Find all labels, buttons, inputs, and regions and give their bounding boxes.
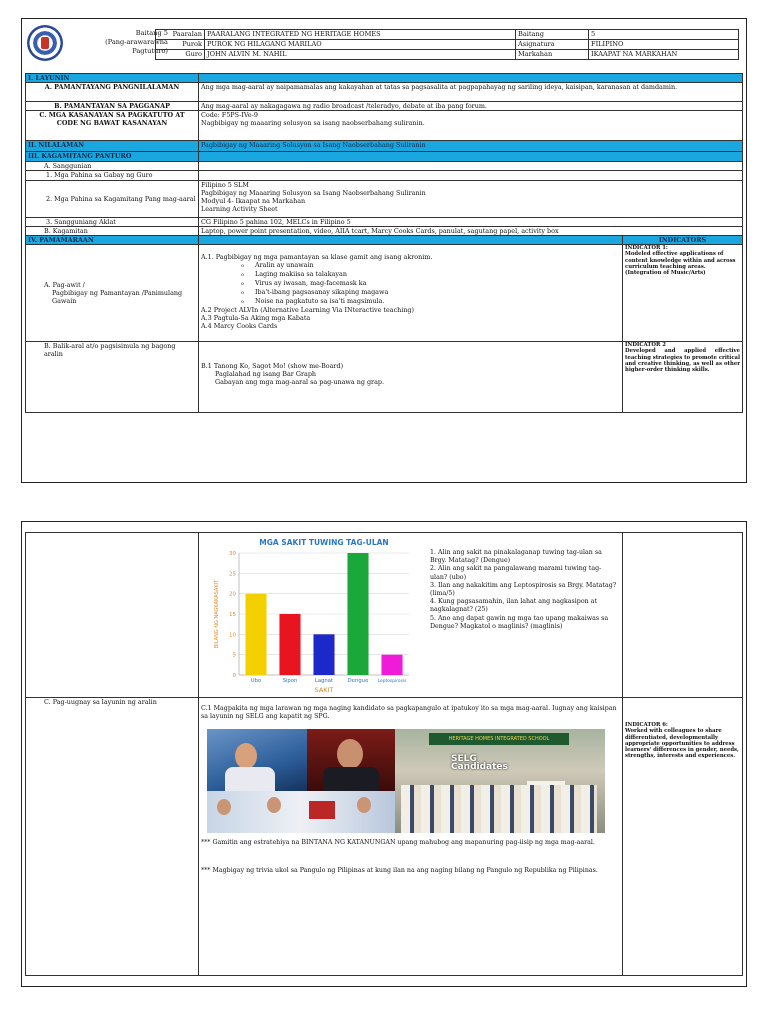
candidate-photo-collage: [207, 729, 605, 833]
strategy-note: *** Gamitin ang estratehiya na BINTANA NG KATANUNGAN upang mahubog ang mapanuring pag-iisip ng mga mag-aaral.: [201, 839, 595, 846]
x-tick-label: Dengue: [347, 678, 369, 684]
header-value: FILIPINO: [589, 40, 739, 50]
competency-text: Nagbibigay ng maaaring solusyon sa isang naobserbahang suliranin.: [201, 119, 425, 127]
row-text-group: [199, 245, 623, 342]
procedure-row-a: [26, 245, 743, 342]
indicator-1: INDICATOR 1: Modeled effective applications of content knowledge within and across curriculum teaching areas. (Integration of Music/Arts): [623, 245, 743, 342]
objective-row-a: [26, 83, 743, 102]
x-tick-label: Ubo: [250, 678, 262, 684]
bar-sipon: [279, 614, 300, 675]
row-label: C. MGA KASANAYAN SA PAGKATUTO AT CODE NG BAWAT KASANAYAN: [26, 111, 199, 141]
log-label-2: Pagtuturo): [132, 47, 168, 55]
section-row-content: [26, 141, 743, 152]
bar-lagnat: [313, 634, 334, 675]
trivia-note: *** Magbigay ng trivia ukol sa Pangulo ng Pilipinas at kung ilan na ang naging bilang ng Pangulo ng Republika ng Pilipinas.: [201, 867, 598, 874]
acronym-list: [241, 261, 620, 306]
section-title: I. LAYUNIN: [26, 74, 199, 83]
resource-row-b: [26, 227, 743, 236]
procedure-row-b: [26, 342, 743, 413]
x-axis-label: SAKIT: [314, 686, 334, 694]
header-value: 5: [589, 30, 739, 40]
list-item: o Aralin ay unawain: [241, 261, 620, 270]
question-item: 2. Alin ang sakit na pangalawang marami tuwing tag-ulan? (ubo): [430, 565, 602, 581]
row-content-group: [199, 698, 623, 976]
grade-label: Baitang 5: [135, 29, 168, 37]
bar-dengue: [347, 553, 368, 675]
objective-row-c: [26, 111, 743, 141]
question-list: [430, 549, 618, 631]
resource-line: Modyul 4- Ikaapat na Markahan: [201, 197, 306, 205]
y-tick-label: 15: [229, 612, 236, 618]
resource-row-a2: [26, 181, 743, 218]
row-text: Ang mag-aaral ay nakagagawa ng radio broadcast /teleradyo, debate at iba pang forum.: [199, 102, 743, 111]
activity-line: A.4 Marcy Cooks Cards: [201, 322, 278, 330]
header-value: IKAAPAT NA MARKAHAN: [589, 50, 739, 60]
y-tick-label: 20: [229, 591, 236, 598]
lesson-plan-page-2: [21, 521, 747, 987]
x-tick-label: Lagnat: [314, 678, 334, 684]
activity-line: A.3 Pagtula-Sa Aking mga Kabata: [201, 314, 311, 322]
bar-chart: [209, 535, 422, 695]
header-row: [156, 40, 739, 50]
list-item: o Laging makiisa sa talakayan: [241, 270, 620, 279]
empty-cell: [623, 533, 743, 698]
candidate-photo-2: [307, 729, 395, 791]
x-tick-label: Leptospirosis: [377, 679, 407, 684]
header-key: Purok: [156, 40, 205, 50]
y-tick-label: 30: [229, 551, 236, 557]
photo-caption: SELG Candidates: [451, 754, 508, 772]
activity-line: B.1 Tanong Ko, Sagot Mo! (show me-Board): [201, 362, 344, 370]
row-text: Laptop, power point presentation, video, AIIA tcart, Marcy Cooks Cards, panulat, sagutang papel, activity box: [199, 227, 743, 236]
section-row-resources: [26, 152, 743, 162]
activity-line: A.2 Project ALVIn (Alternative Learning Via INteractive teaching): [201, 306, 415, 314]
candidate-photo-strip: [207, 791, 395, 833]
empty-cell: [26, 533, 199, 698]
objective-row-b: [26, 102, 743, 111]
row-text: Ang mga mag-aaral ay naipamamalas ang kakayahan at tatas sa pagsasalita at pagpapahayag ng sariling ideya, kaisipan, karanasan at damdamin.: [199, 83, 743, 102]
section-fill: [199, 236, 623, 245]
school-sign: HERITAGE HOMES INTEGRATED SCHOOL: [429, 733, 569, 745]
indicator-2: INDICATOR 2 Developed and applied effective teaching strategies to promote critical and creative thinking, as well as other higher-order thinking skills.: [623, 342, 743, 413]
y-tick-label: 25: [229, 571, 236, 578]
deped-seal-logo: [27, 25, 63, 61]
chart-title: MGA SAKIT TUWING TAG-ULAN: [259, 538, 389, 547]
row-label: 2. Mga Pahina sa Kagamitang Pang mag-aaral: [26, 181, 199, 218]
indicators-heading: INDICATORS: [623, 236, 743, 245]
candidate-photo-1: [207, 729, 307, 791]
row-label: Pagbibigay ng Pamantayan /Panimulang Gawain: [52, 289, 183, 305]
row-text: CG Filipino 5 pahina 102, MELCs in Filipino 5: [199, 218, 743, 227]
header-key: Baitang: [516, 30, 589, 40]
section-title: III. KAGAMITANG PANTURO: [26, 152, 199, 162]
row-label: A. Sanggunian: [26, 162, 199, 171]
row-label: C. Pag-uugnay sa layunin ng aralin: [26, 698, 199, 976]
section-row-procedure: [26, 236, 743, 245]
list-item: o Iba't-ibang pagsasanay sikaping magawa: [241, 288, 620, 297]
header-key: Paaralan: [156, 30, 205, 40]
row-label-group: [26, 245, 199, 342]
resource-row-a1: [26, 171, 743, 181]
row-label: B. Kagamitan: [26, 227, 199, 236]
indicator-6: INDICATOR 6: Worked with colleagues to share differentiated, developmentally appropriate opportunities to address learners' differences in gender, needs, strengths, interests and experiences.: [623, 698, 743, 976]
header-row: [156, 30, 739, 40]
list-item: o Noise na pagkatuto sa isa'ti magsimula.: [241, 297, 620, 306]
resource-line: Learning Activity Sheet: [201, 205, 278, 213]
row-label: A. Pag-awit /: [44, 281, 85, 289]
procedure-row-c: [26, 698, 743, 976]
lesson-plan-page-1: [21, 18, 747, 483]
section-title: II. NILALAMAN: [26, 141, 199, 152]
row-label: 3. Sangguniang Aklat: [26, 218, 199, 227]
header-row: [156, 50, 739, 60]
section-title: IV. PAMAMARAAN: [26, 236, 199, 245]
question-item: 5. Ano ang dapat gawin ng mga tao upang makaiwas sa Dengue? Magkatol o maglinis? (maglinis): [430, 614, 609, 630]
lesson-table: [25, 73, 743, 413]
activity-line: C.1 Magpakita ng mga larawan ng mga naging kandidato sa pagkapangulo at ipatukoy ito sa mga mag-aaral. Iugnay ang kaisipan sa layunin ng SELG ang kapatit ng SPG.: [201, 705, 617, 721]
header-value: PUROK NG HILAGANG MARILAO: [205, 40, 516, 50]
activity-line: Gabayan ang mga mag-aaral sa pag-unawa ng grap.: [215, 378, 385, 386]
row-label: B. Balik-aral at/o pagsisimula ng bagong aralin: [26, 342, 199, 413]
x-tick-label: Sipon: [282, 678, 298, 684]
row-text-group: [199, 181, 743, 218]
header-value: JOHN ALVIN M. NAHIL: [205, 50, 516, 60]
activity-line: A.1. Pagbibigay ng mga pamantayan sa klase gamit ang isang akronim.: [201, 253, 433, 261]
log-label-1: (Pang-arawarawna: [105, 38, 168, 46]
code-text: Code: F5PS-IVe-9: [201, 111, 258, 119]
section-fill: [199, 74, 743, 83]
chart-and-questions-cell: [199, 533, 623, 698]
header-key: Guro: [156, 50, 205, 60]
section-row-objectives: [26, 74, 743, 83]
row-label: B. PAMANTAYAN SA PAGGANAP: [26, 102, 199, 111]
question-item: 3. Ilan ang nakakitim ang Leptospirosis sa Brgy. Matatag? (lima/5): [430, 581, 617, 598]
selg-group-photo: [395, 729, 605, 833]
row-text-group: [199, 342, 623, 413]
bar-ubo: [245, 594, 266, 675]
chart-row: [26, 533, 743, 698]
header-table: [155, 29, 739, 60]
section-text: Pagbibigay ng Maaaring Solusyon sa Isang Naobserbahang Suliranin: [199, 141, 743, 152]
lesson-table-continued: [25, 532, 743, 976]
row-label: 1. Mga Pahina sa Gabay ng Guro: [26, 171, 199, 181]
row-text-group: [199, 111, 743, 141]
resource-line: Filipino 5 SLM: [201, 181, 249, 189]
y-tick-label: 5: [232, 652, 236, 659]
list-item: o Virus ay iwasan, mag-facemask ka: [241, 279, 620, 288]
section-fill: [199, 152, 743, 162]
header-key: Markahan: [516, 50, 589, 60]
bar-leptospirosis: [381, 655, 402, 675]
empty-cell: [199, 162, 743, 171]
empty-cell: [199, 171, 743, 181]
resource-line: Pagbibigay ng Maaaring Solusyon sa Isang Naobserbahang Suliranin: [201, 189, 426, 197]
header-key: Asignatura: [516, 40, 589, 50]
row-label: A. PAMANTAYANG PANGNILALAMAN: [26, 83, 199, 102]
resource-row-a: [26, 162, 743, 171]
y-tick-label: 10: [229, 632, 236, 639]
question-item: 4. Kung pagsasamahin, ilan lahat ang nagkasipon at nagkalagnat? (25): [430, 598, 597, 614]
resource-row-a3: [26, 218, 743, 227]
activity-line: Paglalahad ng isang Bar Graph: [215, 370, 317, 378]
y-tick-label: 0: [232, 673, 236, 679]
y-axis-label: BILANG NG NAGKAKASAKIT: [214, 579, 220, 649]
question-item: 1. Alin ang sakit na pinakalaganap tuwing tag-ulan sa Brgy. Matatag? (Dengue): [430, 549, 602, 565]
header-value: PAARALANG INTEGRATED NG HERITAGE HOMES: [205, 30, 516, 40]
